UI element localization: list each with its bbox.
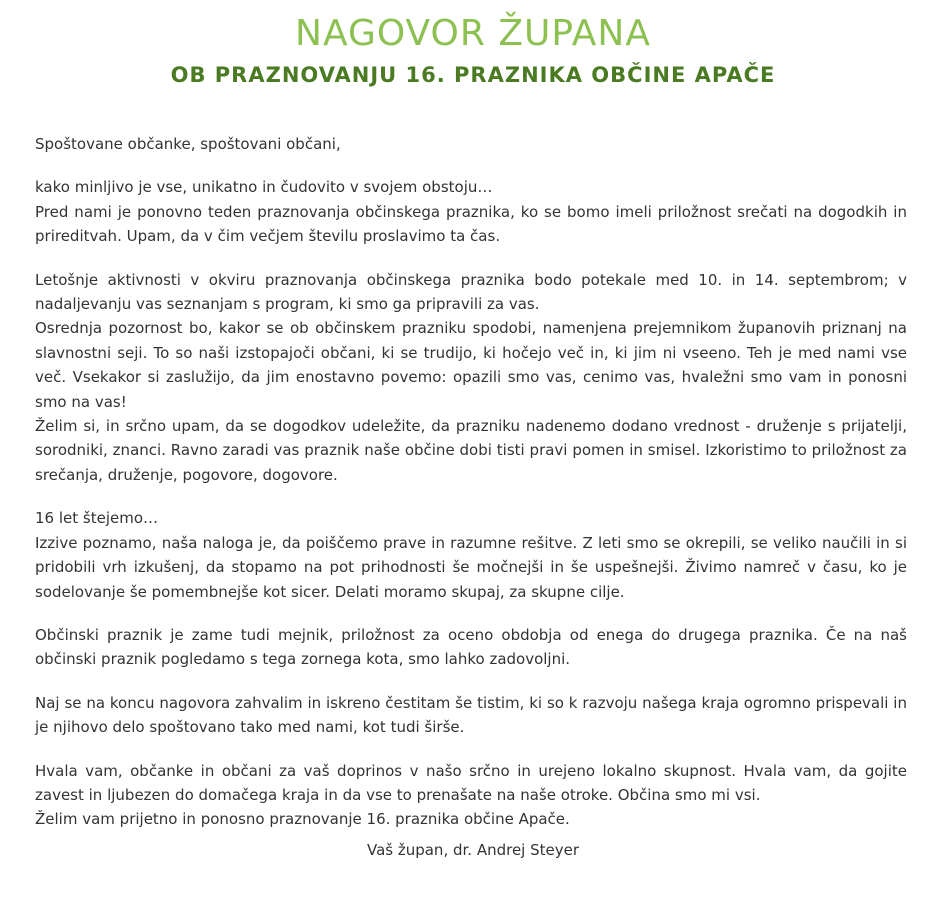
text-line: Naj se na koncu nagovora zahvalim in iskreno čestitam še tistim, ki so k razvoju našega kraja ogromno prispevali in je njihovo delo spoštovano tako med nami, kot tudi širše. xyxy=(35,693,907,737)
text-line: 16 let štejemo… xyxy=(35,509,159,528)
page-subtitle: OB PRAZNOVANJU 16. PRAZNIKA OBČINE APAČE xyxy=(170,63,776,87)
signature: Vaš župan, dr. Andrej Steyer xyxy=(366,841,580,859)
paragraph-intro xyxy=(35,175,907,248)
text-line: Izzive poznamo, naša naloga je, da poiščemo prave in razumne rešitve. Z leti smo se okrepili, se veliko naučili in si pridobili vrh izkušenj, da stopamo na pot prihodnosti še močnejši in še uspešnejši. Živimo namreč v času, ko je sodelovanje še pomembnejše kot sicer. Delati moramo skupaj, za skupne cilje. xyxy=(35,533,907,601)
text-line: Osrednja pozornost bo, kakor se ob občinskem prazniku spodobi, namenjena prejemnikom županovih priznanj na slavnostni seji. To so naši izstopajoči občani, ki se trudijo, ki hočejo več in, ki jim ni vseeno. Teh je med nami vse več. Vsekakor si zaslužijo, da jim enostavno povemo: opazili smo vas, cenimo vas, hvaležni smo vam in ponosni smo na vas! xyxy=(35,319,907,411)
text-line: Želim si, in srčno upam, da se dogodkov udeležite, da prazniku nadenemo dodano vrednost - druženje s prijatelji, sorodniki, znanci. Ravno zaradi vas praznik naše občine dobi tisti pravi pomen in smisel. Izkoristimo to priložnost za srečanja, druženje, pogovore, dogovore. xyxy=(35,417,907,484)
text-line: Pred nami je ponovno teden praznovanja občinskega praznika, ko se bomo imeli priložnost srečati na dogodkih in prireditvah. Upam, da v čim večjem številu proslavimo ta čas. xyxy=(35,202,907,246)
paragraph-greeting xyxy=(35,132,907,156)
text-line: Hvala vam, občanke in občani za vaš doprinos v našo srčno in urejeno lokalno skupnost. Hvala vam, da gojite zavest in ljubezen do domačega kraja in da vse to prenašate na naše otroke. Občina smo mi vsi. xyxy=(35,761,907,804)
paragraph-closing xyxy=(35,759,907,832)
text-line: kako minljivo je vse, unikatno in čudovito v svojem obstoju… xyxy=(35,178,493,197)
paragraph-activities xyxy=(35,268,907,488)
page-title: NAGOVOR ŽUPANA xyxy=(295,13,651,54)
text-line: Letošnje aktivnosti v okviru praznovanja občinskega praznika bodo potekale med 10. in 14. septembrom; v nadaljevanju vas seznanjam s program, ki smo ga pripravili za vas. xyxy=(35,270,907,314)
text-line: Želim vam prijetno in ponosno praznovanje 16. praznika občine Apače. xyxy=(35,810,570,829)
paragraph-milestone xyxy=(35,623,907,672)
text-line: Občinski praznik je zame tudi mejnik, priložnost za oceno obdobja od enega do drugega praznika. Če na naš občinski praznik pogledamo s tega zornega kota, smo lahko zadovoljni. xyxy=(35,625,907,669)
text-line: Spoštovane občanke, spoštovani občani, xyxy=(35,135,341,153)
speech-body xyxy=(35,132,907,851)
paragraph-thanks xyxy=(35,691,907,740)
paragraph-sixteen-years xyxy=(35,506,907,604)
